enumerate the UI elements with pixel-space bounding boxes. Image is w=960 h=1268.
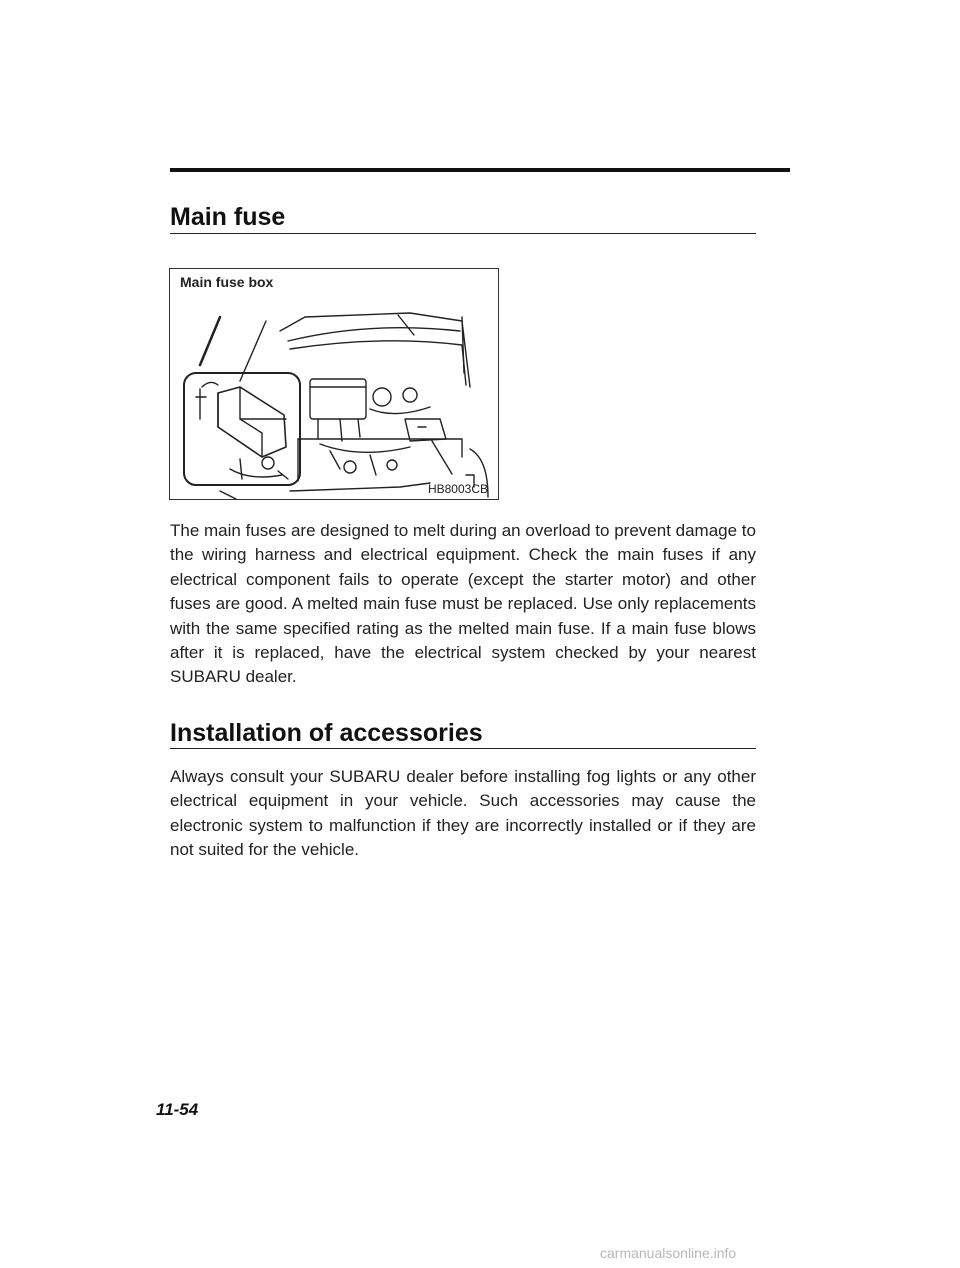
top-rule xyxy=(170,168,790,172)
section-title-main-fuse: Main fuse xyxy=(170,203,286,231)
section-title-installation-accessories: Installation of accessories xyxy=(170,719,483,747)
heading-underline xyxy=(170,233,756,234)
watermark: carmanualsonline.info xyxy=(600,1245,737,1261)
heading-underline xyxy=(170,748,756,749)
main-fuse-box-figure xyxy=(169,268,499,500)
accessories-paragraph: Always consult your SUBARU dealer before installing fog lights or any other electrical equipment in your vehicle. Such accessories may cause the electronic system to malfunction if they are incorrectly installed or if they are not suited for the vehicle. xyxy=(170,767,756,860)
page-number: 11-54 xyxy=(156,1100,199,1119)
main-fuse-paragraph: The main fuses are designed to melt during an overload to prevent damage to the wiring harness and electrical equipment. Check the main fuses if any electrical component fails to operate (except the starter motor) and other fuses are good. A melted main fuse must be replaced. Use only replacements with the same specified rating as the melted main fuse. If a main fuse blows after it is replaced, have the electrical system checked by your nearest SUBARU dealer. xyxy=(170,521,756,687)
figure-code: HB8003CB xyxy=(427,482,488,496)
figure-caption: Main fuse box xyxy=(180,274,274,290)
engine-bay-illustration xyxy=(170,269,500,501)
